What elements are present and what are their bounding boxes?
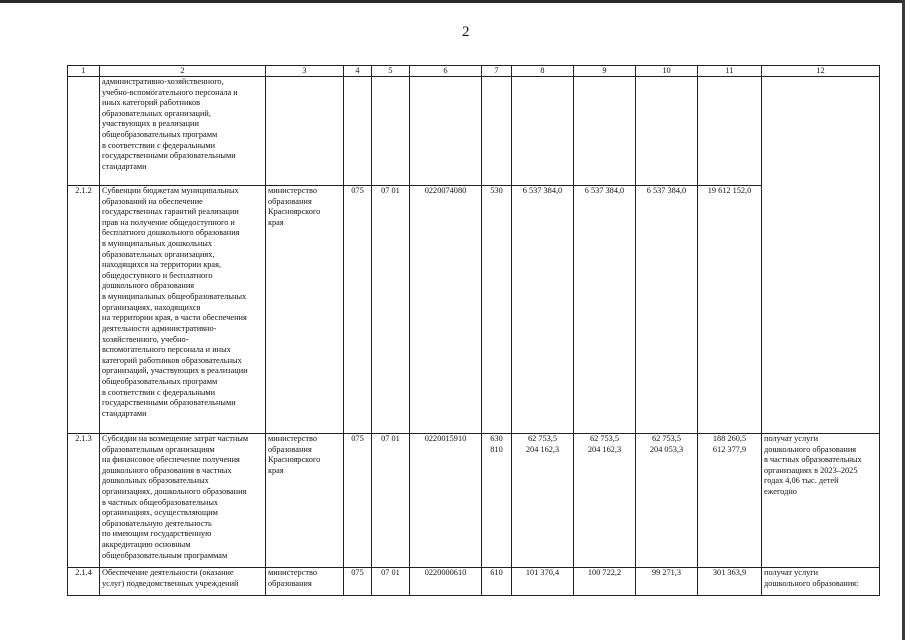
- cell-line: 101 370,4: [525, 568, 560, 577]
- cell-col12: [762, 434, 880, 568]
- cell-col6: [410, 186, 482, 434]
- cell-col8: [512, 186, 574, 434]
- cell-line: организациях, осуществляющим: [102, 508, 218, 518]
- cell-line: получат услуги: [764, 434, 819, 443]
- cell-line: организациях, дошкольного образования: [102, 487, 247, 497]
- header-col-4: 4: [344, 66, 372, 77]
- cell-line: 19 612 152,0: [707, 186, 752, 195]
- cell-line: 6 537 384,0: [646, 186, 687, 195]
- cell-line: в муниципальных общеобразовательных: [102, 292, 247, 302]
- cell-col2: [100, 568, 266, 596]
- cell-value: 2.1.2: [75, 186, 92, 195]
- cell-line: края: [268, 217, 284, 227]
- cell-col10: [636, 568, 698, 596]
- cell-line: на финансовое обеспечение получения: [102, 455, 240, 465]
- header-col-2: 2: [100, 66, 266, 77]
- cell-col7: [482, 77, 512, 186]
- cell-value: 0220015910: [424, 434, 467, 443]
- cell-line: 100 722,2: [587, 568, 622, 577]
- cell-col1: [68, 434, 100, 568]
- cell-col1: [68, 77, 100, 186]
- cell-value: 07 01: [381, 568, 400, 577]
- cell-line: общеобразовательных программ: [102, 130, 218, 140]
- cell-line: Субвенции бюджетам муниципальных: [102, 186, 239, 195]
- cell-line: услуг) подведомственных учреждений: [102, 578, 239, 588]
- cell-col6: [410, 568, 482, 596]
- cell-value: 07 01: [381, 186, 400, 195]
- table-row: [68, 434, 880, 568]
- cell-line: 62 753,5: [589, 434, 620, 443]
- cell-line: ежегодно: [764, 487, 797, 497]
- cell-line: в соответствии с федеральными: [102, 140, 216, 150]
- header-col-8: 8: [512, 66, 574, 77]
- cell-col10: [636, 434, 698, 568]
- cell-col10: [636, 186, 698, 434]
- header-col-7: 7: [482, 66, 512, 77]
- cell-col6: [410, 434, 482, 568]
- cell-line: образовательных организациях,: [102, 249, 215, 259]
- cell-line: дошкольного образования: [764, 444, 857, 454]
- cell-col6: [410, 77, 482, 186]
- cell-line: образования: [268, 444, 312, 454]
- cell-line: в частных общеобразовательных: [102, 497, 219, 507]
- cell-line: 6 537 384,0: [522, 186, 563, 195]
- cell-line: Красноярского: [268, 455, 321, 465]
- cell-col9: [574, 186, 636, 434]
- header-col-3: 3: [266, 66, 344, 77]
- cell-line: общеобразовательным программам: [102, 550, 228, 560]
- table-row: [68, 568, 880, 596]
- cell-line: на территории края, в части обеспечения: [102, 313, 247, 323]
- cell-line: 6 537 384,0: [584, 186, 625, 195]
- cell-col2: [100, 186, 266, 434]
- cell-line: в муниципальных дошкольных: [102, 239, 213, 249]
- cell-line: 630: [490, 434, 503, 443]
- cell-line: 62 753,5: [527, 434, 558, 443]
- cell-col3: [266, 77, 344, 186]
- cell-line: дошкольного образования:: [764, 578, 859, 588]
- header-col-10: 10: [636, 66, 698, 77]
- cell-line: государственными образовательными: [102, 151, 236, 161]
- cell-col11: [698, 77, 762, 186]
- table-row: [68, 77, 880, 186]
- cell-line: участвующих в реализации: [102, 119, 199, 129]
- cell-col11: [698, 186, 762, 434]
- cell-line: образовательную деятельность: [102, 518, 212, 528]
- cell-line: образовательным организациям: [102, 444, 215, 454]
- cell-col4: [344, 568, 372, 596]
- scan-edge-top: [0, 0, 905, 3]
- page-number: 2: [462, 24, 470, 40]
- cell-line: дошкольных образовательных: [102, 476, 209, 486]
- cell-line: годах 4,06 тыс. детей: [764, 476, 839, 486]
- cell-col5: [372, 77, 410, 186]
- cell-line: 204 162,3: [525, 444, 560, 454]
- cell-line: в соответствии с федеральными: [102, 387, 216, 397]
- cell-col3: [266, 186, 344, 434]
- cell-value: 07 01: [381, 434, 400, 443]
- cell-line: образовательных организаций,: [102, 108, 211, 118]
- cell-line: стандартами: [102, 408, 147, 418]
- cell-line: 204 162,3: [587, 444, 622, 454]
- cell-line: края: [268, 465, 284, 475]
- cell-col5: [372, 568, 410, 596]
- cell-line: образований на обеспечение: [102, 196, 203, 206]
- cell-line: 810: [490, 444, 503, 454]
- cell-line: прав на получение общедоступного и: [102, 217, 235, 227]
- cell-col5: [372, 186, 410, 434]
- cell-line: министерство: [268, 186, 318, 195]
- cell-line: дошкольного образования: [102, 281, 195, 291]
- cell-line: вспомогательного персонала и иных: [102, 345, 231, 355]
- cell-col4: [344, 186, 372, 434]
- cell-line: Субсидии на возмещение затрат частным: [102, 434, 249, 443]
- cell-line: образования: [268, 578, 312, 588]
- cell-col4: [344, 77, 372, 186]
- budget-table: [67, 65, 880, 596]
- cell-value: 2.1.4: [75, 568, 92, 577]
- cell-line: общеобразовательных программ: [102, 376, 218, 386]
- header-col-12: 12: [762, 66, 880, 77]
- cell-line: категорий работников образовательных: [102, 355, 242, 365]
- cell-line: организаций, участвующих в реализации: [102, 366, 248, 376]
- table-row: [68, 186, 880, 434]
- cell-line: министерство: [268, 434, 318, 443]
- cell-col7: [482, 568, 512, 596]
- header-col-9: 9: [574, 66, 636, 77]
- cell-line: стандартами: [102, 161, 147, 171]
- cell-line: аккредитацию основным: [102, 540, 191, 550]
- header-col-5: 5: [372, 66, 410, 77]
- cell-col12: [762, 568, 880, 596]
- cell-line: находящихся на территории края,: [102, 260, 221, 270]
- cell-line: 62 753,5: [651, 434, 682, 443]
- cell-line: в частных образовательных: [764, 455, 862, 465]
- cell-value: 075: [351, 568, 364, 577]
- cell-line: иных категорий работников: [102, 98, 201, 108]
- cell-line: организациях в 2023–2025: [764, 465, 858, 475]
- cell-line: 188 260,5: [712, 434, 747, 443]
- cell-col1: [68, 186, 100, 434]
- cell-col8: [512, 77, 574, 186]
- cell-line: 610: [490, 568, 503, 577]
- header-col-6: 6: [410, 66, 482, 77]
- cell-value: 075: [351, 186, 364, 195]
- cell-col4: [344, 434, 372, 568]
- header-row: [68, 66, 880, 77]
- cell-col9: [574, 434, 636, 568]
- cell-col9: [574, 77, 636, 186]
- cell-line: общедоступного и бесплатного: [102, 270, 213, 280]
- cell-line: Красноярского: [268, 207, 321, 217]
- cell-col5: [372, 434, 410, 568]
- cell-line: государственными образовательными: [102, 398, 236, 408]
- cell-line: бесплатного дошкольного образования: [102, 228, 240, 238]
- cell-col11: [698, 434, 762, 568]
- cell-col7: [482, 186, 512, 434]
- cell-col12: [762, 77, 880, 186]
- cell-col8: [512, 568, 574, 596]
- cell-line: 612 377,9: [712, 444, 747, 454]
- cell-line: 530: [490, 186, 503, 195]
- cell-col8: [512, 434, 574, 568]
- cell-line: 301 363,9: [712, 568, 747, 577]
- cell-line: получат услуги: [764, 568, 819, 577]
- cell-col2: [100, 434, 266, 568]
- cell-line: 99 271,3: [651, 568, 682, 577]
- cell-line: по имеющим государственную: [102, 529, 212, 539]
- cell-line: деятельности административно-: [102, 323, 217, 333]
- cell-col1: [68, 568, 100, 596]
- cell-line: дошкольного образования в частных: [102, 465, 232, 475]
- cell-col7: [482, 434, 512, 568]
- cell-line: хозяйственного, учебно-: [102, 334, 189, 344]
- cell-line: министерство: [268, 568, 318, 577]
- cell-line: учебно-вспомогательного персонала и: [102, 87, 238, 97]
- cell-line: Обеспечение деятельности (оказание: [102, 568, 234, 577]
- cell-col2: [100, 77, 266, 186]
- cell-line: 204 053,3: [649, 444, 684, 454]
- cell-value: 0220000610: [424, 568, 467, 577]
- cell-line: организациях, находящихся: [102, 302, 201, 312]
- cell-value: 2.1.3: [75, 434, 92, 443]
- cell-line: государственных гарантий реализации: [102, 207, 239, 217]
- cell-col11: [698, 568, 762, 596]
- cell-col3: [266, 568, 344, 596]
- cell-col9: [574, 568, 636, 596]
- cell-value: 075: [351, 434, 364, 443]
- cell-line: образования: [268, 196, 312, 206]
- header-col-1: 1: [68, 66, 100, 77]
- cell-col10: [636, 77, 698, 186]
- header-col-11: 11: [698, 66, 762, 77]
- cell-value: 0220074080: [424, 186, 467, 195]
- cell-col3: [266, 434, 344, 568]
- cell-col12: [762, 186, 880, 434]
- cell-line: административно-хозяйственного,: [102, 77, 224, 86]
